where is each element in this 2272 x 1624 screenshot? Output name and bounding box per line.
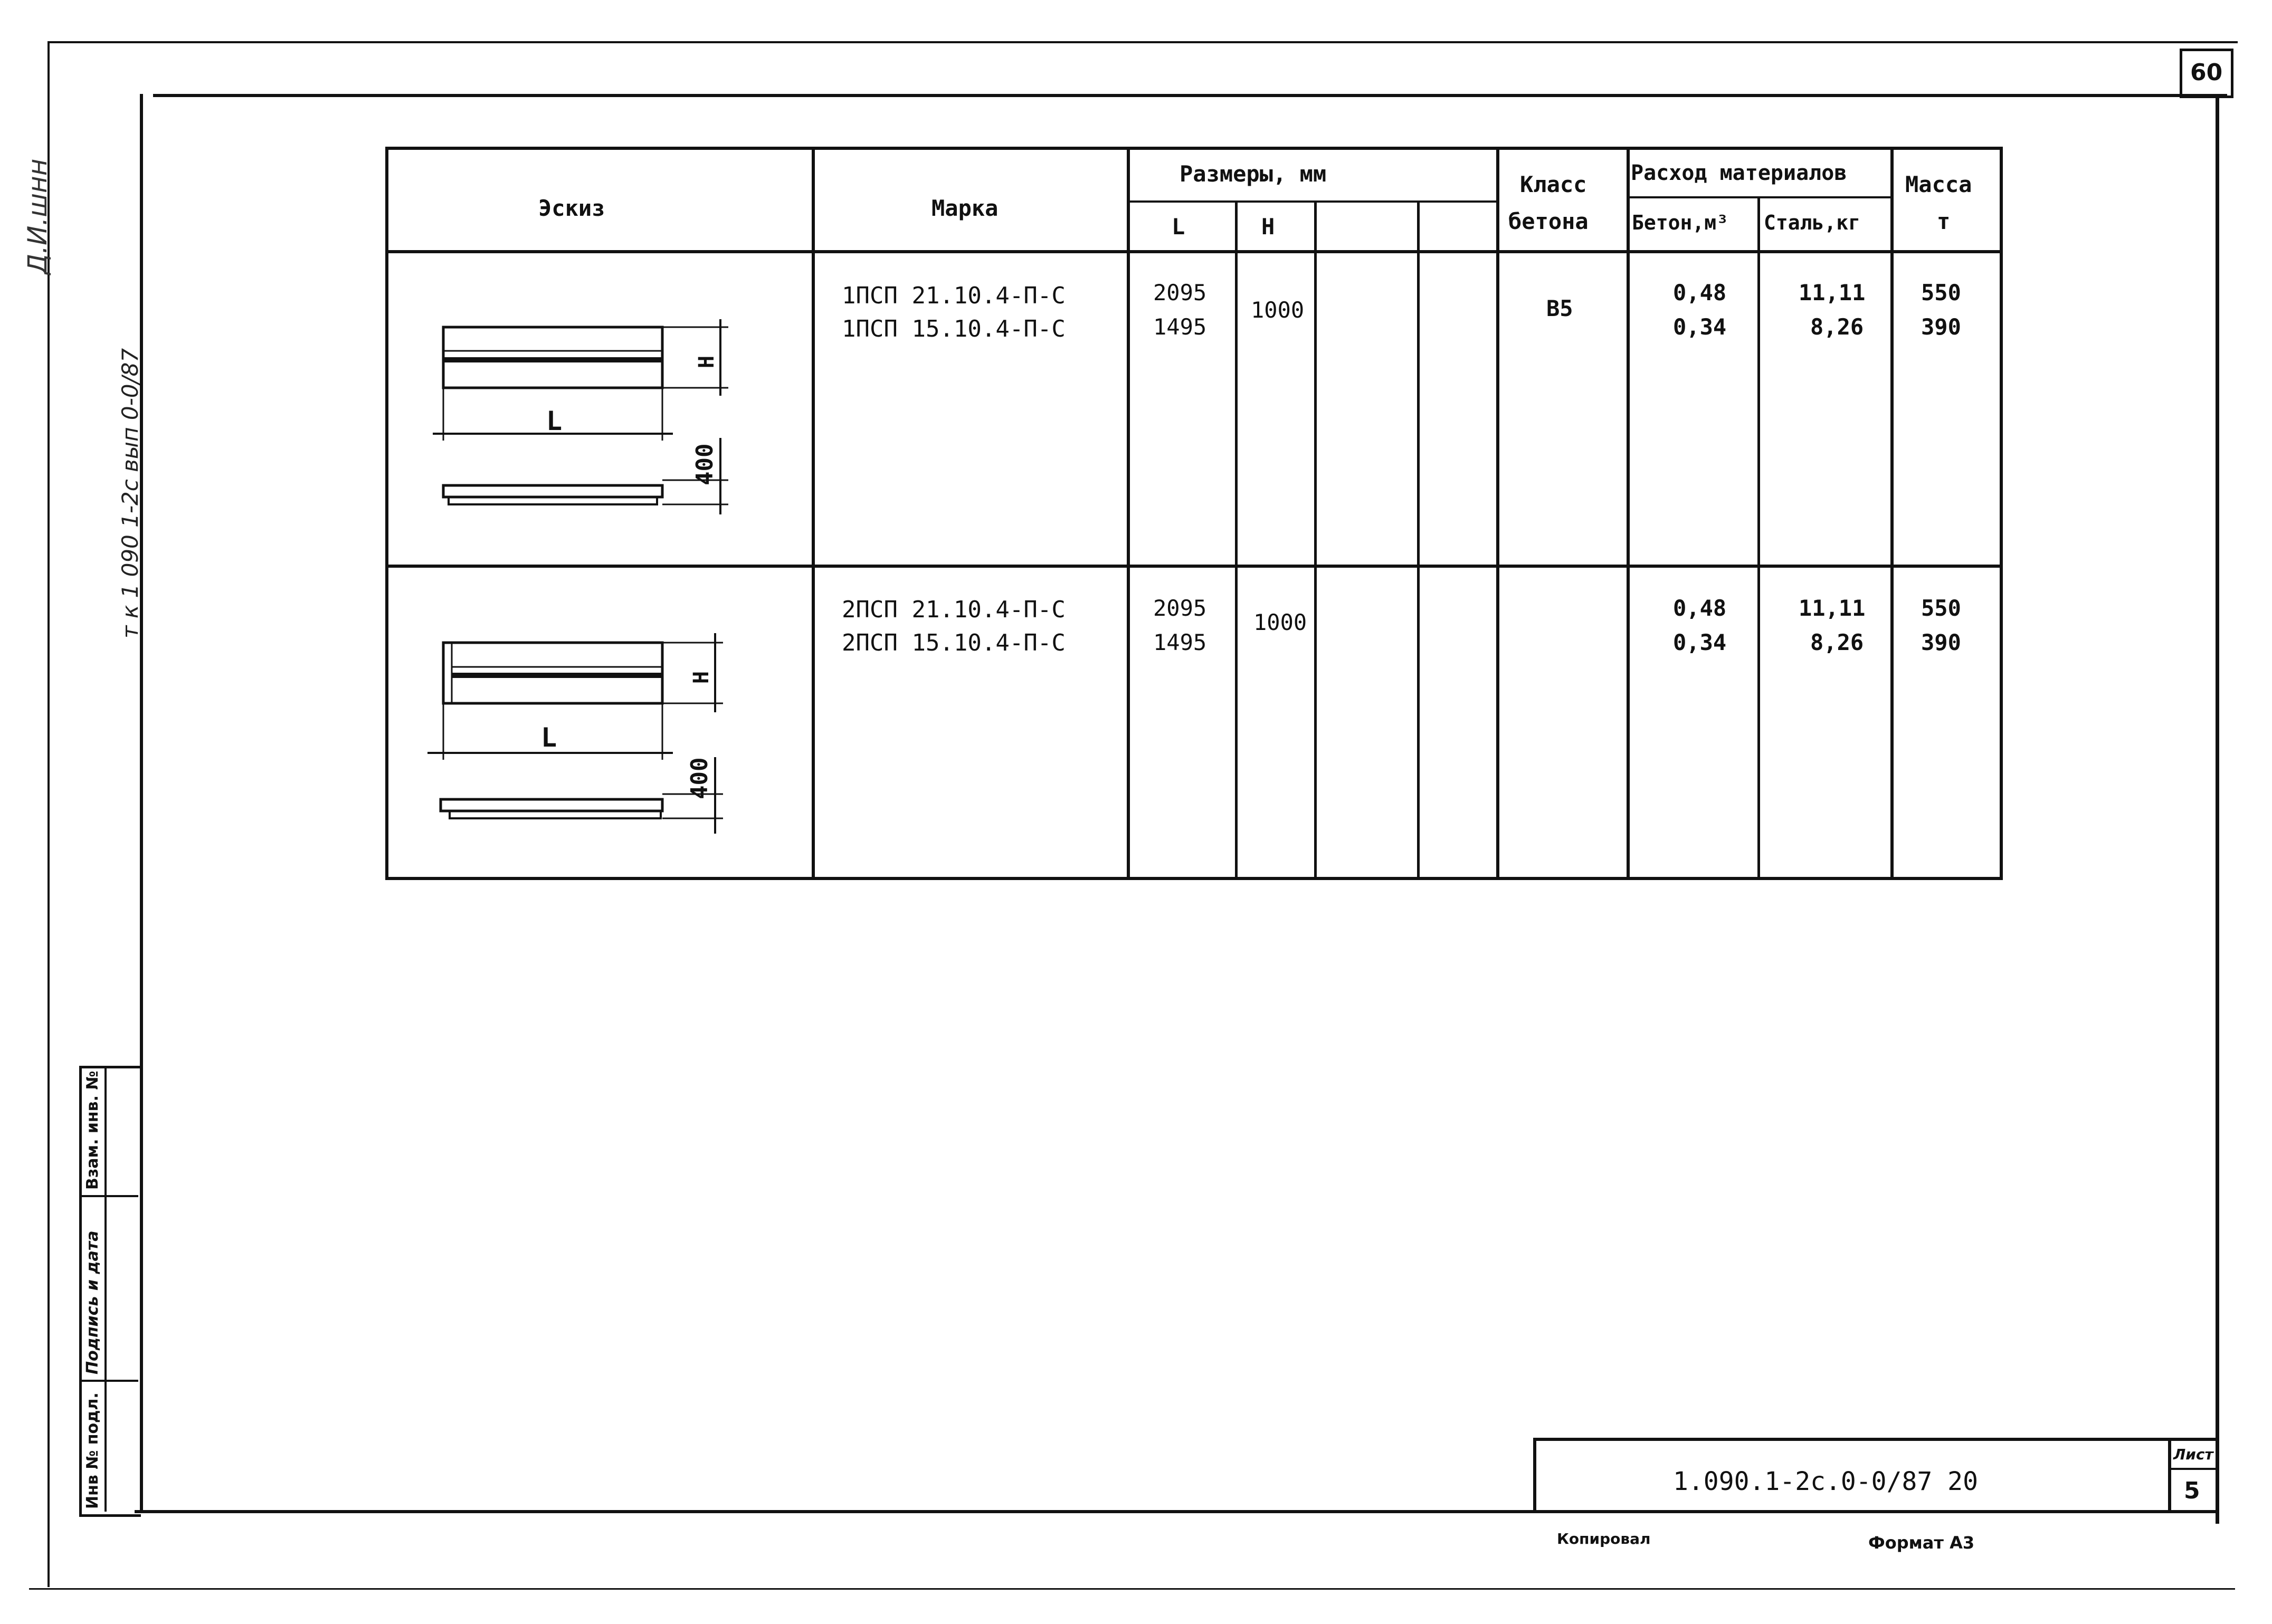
row1-L-1: 2095 bbox=[1153, 280, 1207, 305]
row2-concrete-2: 0,34 bbox=[1673, 629, 1727, 655]
row2-mass-1: 550 bbox=[1921, 595, 1961, 621]
row2-sketch-length-label: L bbox=[541, 722, 557, 753]
row1-concrete-class: В5 bbox=[1546, 295, 1573, 321]
frame-right bbox=[2216, 94, 2219, 1524]
title-block-sheet-number: 5 bbox=[2184, 1477, 2200, 1504]
row2-steel-1: 11,11 bbox=[1799, 595, 1866, 621]
side-stamp-col-divider bbox=[104, 1066, 107, 1512]
table-header-bottom bbox=[385, 250, 2003, 253]
side-stamp-replace-inv: Взам. инв. № bbox=[83, 1071, 102, 1190]
col-sep-class-materials bbox=[1627, 147, 1630, 880]
title-block-sheet-divider bbox=[2168, 1438, 2171, 1513]
corner-number: 60 bbox=[2190, 59, 2223, 86]
title-block-sheet-label-line bbox=[2168, 1468, 2217, 1470]
corner-scribble: Д.И.шнн bbox=[22, 158, 53, 274]
side-stamp-row2 bbox=[79, 1380, 138, 1382]
side-stamp-signature-date: Подпись и дата bbox=[83, 1230, 102, 1374]
col-sep-materials-mass bbox=[1890, 147, 1894, 880]
outer-border-bottom bbox=[29, 1588, 2235, 1590]
row1-sketch-height-label: H bbox=[695, 355, 719, 368]
header-dimensions: Размеры, мм bbox=[1180, 161, 1327, 187]
row2-concrete-1: 0,48 bbox=[1673, 595, 1727, 621]
header-materials: Расход материалов bbox=[1631, 161, 1847, 185]
row2-slab-plan bbox=[441, 799, 662, 811]
title-block-designation: 1.090.1-2с.0-0/87 20 bbox=[1673, 1467, 1978, 1496]
title-block-sheet-label: Лист bbox=[2173, 1446, 2213, 1463]
col-sep-sketch-mark bbox=[812, 147, 815, 880]
table-row-divider bbox=[385, 565, 2003, 568]
row1-H: 1000 bbox=[1251, 297, 1305, 323]
row2-sketch-width-label: 400 bbox=[686, 757, 713, 799]
row1-mass-1: 550 bbox=[1921, 280, 1961, 305]
left-margin-designation: т к 1 090 1-2с вып 0-0/87 bbox=[117, 348, 143, 638]
col-sep-empty1-empty2 bbox=[1417, 200, 1420, 880]
header-mass-2: т bbox=[1937, 208, 1951, 234]
header-concrete-class-1: Класс bbox=[1520, 171, 1587, 197]
side-stamp-inv-no: Инв № подл. bbox=[83, 1392, 102, 1509]
header-concrete-class-2: бетона bbox=[1508, 208, 1589, 234]
row2-slab-sketch bbox=[417, 628, 739, 844]
row2-L-1: 2095 bbox=[1153, 595, 1207, 621]
row1-steel-1: 11,11 bbox=[1799, 280, 1866, 305]
col-sep-mark-dims bbox=[1127, 147, 1130, 880]
col-sep-dims-class bbox=[1496, 147, 1499, 880]
row2-steel-2: 8,26 bbox=[1810, 629, 1864, 655]
table-subheader-line-materials bbox=[1628, 196, 1892, 198]
footer-format: Формат А3 bbox=[1868, 1533, 1975, 1553]
col-sep-L-H bbox=[1235, 200, 1238, 880]
side-stamp-row1 bbox=[79, 1195, 138, 1197]
row1-slab-plan bbox=[443, 485, 662, 497]
row2-mass-2: 390 bbox=[1921, 629, 1961, 655]
frame-top bbox=[153, 94, 2227, 97]
header-steel: Сталь,кг bbox=[1764, 211, 1861, 234]
row1-slab-sketch bbox=[417, 311, 739, 528]
row1-mass-2: 390 bbox=[1921, 314, 1961, 340]
row2-sketch-height-label: H bbox=[689, 671, 714, 684]
row1-sketch-width-label: 400 bbox=[691, 443, 718, 485]
header-dim-H: H bbox=[1261, 214, 1275, 240]
row2-mark-2: 2ПСП 15.10.4-П-С bbox=[842, 629, 1066, 656]
row1-sketch-length-label: L bbox=[546, 406, 563, 436]
header-sketch: Эскиз bbox=[538, 195, 605, 221]
col-sep-concrete-steel bbox=[1757, 196, 1760, 880]
row1-concrete-2: 0,34 bbox=[1673, 314, 1727, 340]
row1-steel-2: 8,26 bbox=[1810, 314, 1864, 340]
row2-L-2: 1495 bbox=[1153, 629, 1207, 655]
row1-L-2: 1495 bbox=[1153, 314, 1207, 340]
row1-mark-2: 1ПСП 15.10.4-П-С bbox=[842, 316, 1066, 342]
footer-copied: Копировал bbox=[1557, 1530, 1651, 1547]
header-mass-1: Масса bbox=[1905, 171, 1972, 197]
header-mark: Марка bbox=[931, 195, 999, 221]
col-sep-H-empty1 bbox=[1314, 200, 1317, 880]
header-dim-L: L bbox=[1172, 214, 1185, 240]
table-subheader-line-dims bbox=[1127, 200, 1496, 203]
outer-border-top bbox=[47, 41, 2238, 43]
row1-concrete-1: 0,48 bbox=[1673, 280, 1727, 305]
row2-H: 1000 bbox=[1253, 609, 1307, 635]
row1-mark-1: 1ПСП 21.10.4-П-С bbox=[842, 282, 1066, 309]
row2-mark-1: 2ПСП 21.10.4-П-С bbox=[842, 596, 1066, 623]
header-concrete-volume: Бетон,м³ bbox=[1632, 211, 1729, 234]
